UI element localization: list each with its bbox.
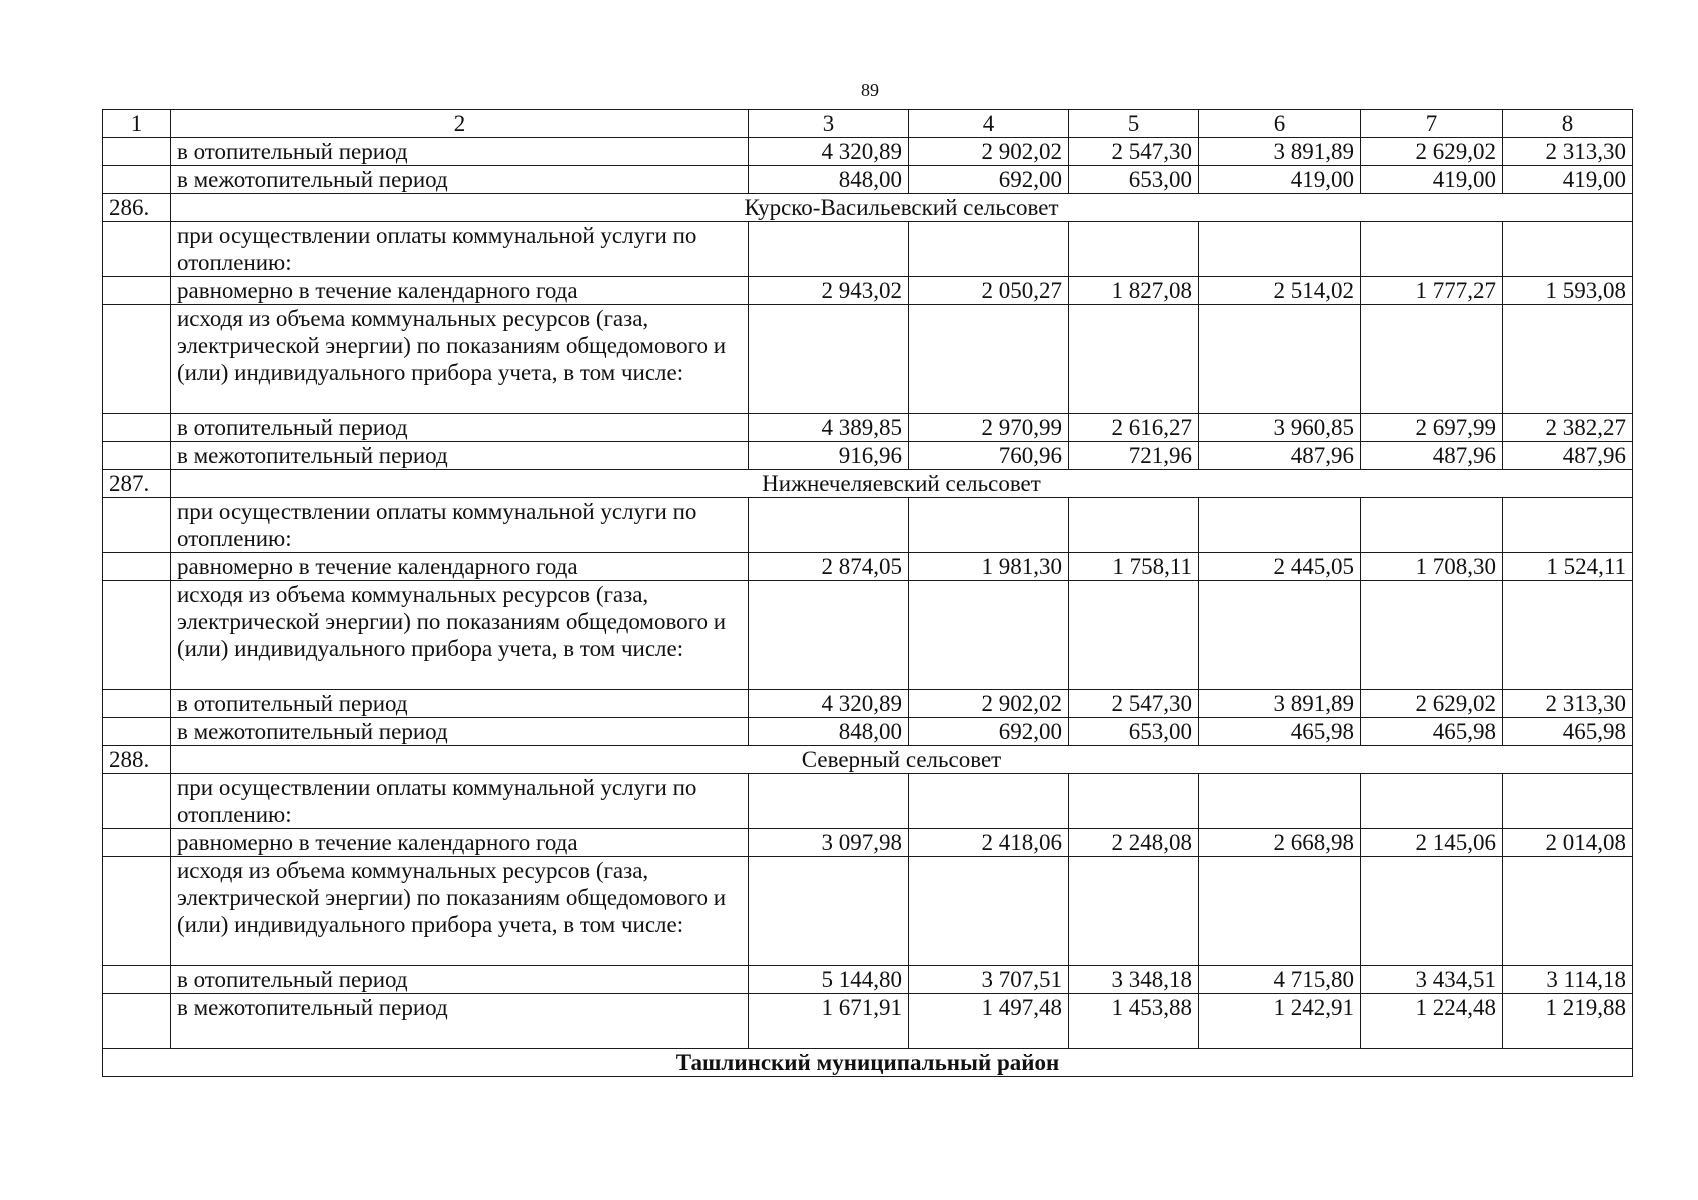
value-cell: 2 902,02: [909, 690, 1069, 718]
value-cell: 2 514,02: [1199, 277, 1361, 305]
header-cell: 4: [909, 110, 1069, 138]
value-cell: 721,96: [1069, 442, 1199, 470]
section-title: Северный сельсовет: [171, 746, 1633, 774]
index-cell: [103, 277, 171, 305]
row-label: при осуществлении оплаты коммунальной услуги по отоплению:: [171, 498, 749, 553]
value-cell: [1503, 857, 1633, 966]
tariff-table: [102, 109, 1633, 1077]
table-row: [103, 857, 1633, 966]
row-label: исходя из объема коммунальных ресурсов (газа, электрической энергии) по показаниям общедомового и (или) индивидуального прибора учета, в том числе:: [171, 305, 749, 414]
value-cell: 4 389,85: [749, 414, 909, 442]
section-number: 287.: [103, 470, 171, 498]
value-cell: 3 891,89: [1199, 138, 1361, 166]
index-cell: [103, 581, 171, 690]
section-number: 286.: [103, 194, 171, 222]
value-cell: [1199, 581, 1361, 690]
value-cell: 1 242,91: [1199, 994, 1361, 1049]
value-cell: [1069, 774, 1199, 829]
value-cell: 4 320,89: [749, 690, 909, 718]
table-row: [103, 414, 1633, 442]
index-cell: [103, 857, 171, 966]
value-cell: 3 434,51: [1361, 966, 1503, 994]
index-cell: [103, 138, 171, 166]
value-cell: 2 547,30: [1069, 138, 1199, 166]
index-cell: [103, 774, 171, 829]
value-cell: [909, 774, 1069, 829]
value-cell: 2 050,27: [909, 277, 1069, 305]
value-cell: 487,96: [1361, 442, 1503, 470]
index-cell: [103, 305, 171, 414]
value-cell: 465,98: [1503, 718, 1633, 746]
value-cell: [1199, 498, 1361, 553]
value-cell: 1 827,08: [1069, 277, 1199, 305]
value-cell: 2 248,08: [1069, 829, 1199, 857]
value-cell: [749, 222, 909, 277]
value-cell: [1199, 222, 1361, 277]
header-cell: 3: [749, 110, 909, 138]
value-cell: [1503, 222, 1633, 277]
value-cell: [1361, 857, 1503, 966]
row-label: исходя из объема коммунальных ресурсов (газа, электрической энергии) по показаниям общедомового и (или) индивидуального прибора учета, в том числе:: [171, 581, 749, 690]
value-cell: [1503, 774, 1633, 829]
value-cell: [1069, 581, 1199, 690]
value-cell: [749, 857, 909, 966]
table-row: [103, 829, 1633, 857]
value-cell: 848,00: [749, 718, 909, 746]
index-cell: [103, 553, 171, 581]
value-cell: [749, 498, 909, 553]
district-row: [103, 1049, 1633, 1077]
header-cell: 8: [1503, 110, 1633, 138]
header-cell: 2: [171, 110, 749, 138]
value-cell: [1503, 305, 1633, 414]
header-cell: 1: [103, 110, 171, 138]
table-row: [103, 581, 1633, 690]
value-cell: 2 697,99: [1361, 414, 1503, 442]
section-title: Нижнечеляевский сельсовет: [171, 470, 1633, 498]
value-cell: 2 418,06: [909, 829, 1069, 857]
value-cell: 3 960,85: [1199, 414, 1361, 442]
table-row: [103, 138, 1633, 166]
value-cell: 2 629,02: [1361, 690, 1503, 718]
value-cell: 1 219,88: [1503, 994, 1633, 1049]
value-cell: 1 708,30: [1361, 553, 1503, 581]
value-cell: 1 497,48: [909, 994, 1069, 1049]
value-cell: [1361, 498, 1503, 553]
value-cell: 3 891,89: [1199, 690, 1361, 718]
value-cell: [1361, 581, 1503, 690]
value-cell: 1 524,11: [1503, 553, 1633, 581]
value-cell: 1 671,91: [749, 994, 909, 1049]
value-cell: 465,98: [1199, 718, 1361, 746]
value-cell: 1 453,88: [1069, 994, 1199, 1049]
index-cell: [103, 994, 171, 1049]
value-cell: 2 445,05: [1199, 553, 1361, 581]
row-label: равномерно в течение календарного года: [171, 553, 749, 581]
index-cell: [103, 414, 171, 442]
value-cell: 419,00: [1361, 166, 1503, 194]
index-cell: [103, 690, 171, 718]
value-cell: 2 970,99: [909, 414, 1069, 442]
row-label: в межотопительный период: [171, 442, 749, 470]
table-row: [103, 305, 1633, 414]
value-cell: 3 707,51: [909, 966, 1069, 994]
index-cell: [103, 442, 171, 470]
index-cell: [103, 222, 171, 277]
value-cell: 848,00: [749, 166, 909, 194]
section-number: 288.: [103, 746, 171, 774]
value-cell: 653,00: [1069, 166, 1199, 194]
value-cell: [1361, 774, 1503, 829]
value-cell: 4 320,89: [749, 138, 909, 166]
page-number: 89: [861, 80, 879, 100]
value-cell: [909, 305, 1069, 414]
value-cell: [1503, 581, 1633, 690]
value-cell: 2 313,30: [1503, 690, 1633, 718]
table-row: [103, 994, 1633, 1049]
table-row: [103, 166, 1633, 194]
value-cell: 419,00: [1199, 166, 1361, 194]
table-row: [103, 553, 1633, 581]
row-label: в отопительный период: [171, 690, 749, 718]
row-label: в межотопительный период: [171, 718, 749, 746]
row-label: в межотопительный период: [171, 166, 749, 194]
index-cell: [103, 718, 171, 746]
value-cell: 2 943,02: [749, 277, 909, 305]
value-cell: 1 224,48: [1361, 994, 1503, 1049]
value-cell: [749, 581, 909, 690]
row-label: исходя из объема коммунальных ресурсов (газа, электрической энергии) по показаниям общедомового и (или) индивидуального прибора учета, в том числе:: [171, 857, 749, 966]
value-cell: 1 593,08: [1503, 277, 1633, 305]
value-cell: [1069, 498, 1199, 553]
value-cell: [1069, 222, 1199, 277]
index-cell: [103, 829, 171, 857]
section-header-row: [103, 470, 1633, 498]
value-cell: 3 348,18: [1069, 966, 1199, 994]
row-label: при осуществлении оплаты коммунальной услуги по отоплению:: [171, 222, 749, 277]
value-cell: [749, 774, 909, 829]
table-row: [103, 690, 1633, 718]
row-label: равномерно в течение календарного года: [171, 829, 749, 857]
value-cell: 2 014,08: [1503, 829, 1633, 857]
value-cell: [1069, 305, 1199, 414]
value-cell: 2 382,27: [1503, 414, 1633, 442]
index-cell: [103, 166, 171, 194]
value-cell: 692,00: [909, 718, 1069, 746]
value-cell: 1 777,27: [1361, 277, 1503, 305]
value-cell: 5 144,80: [749, 966, 909, 994]
value-cell: [1199, 857, 1361, 966]
header-cell: 7: [1361, 110, 1503, 138]
table-row: [103, 222, 1633, 277]
value-cell: 487,96: [1199, 442, 1361, 470]
value-cell: 2 547,30: [1069, 690, 1199, 718]
row-label: при осуществлении оплаты коммунальной услуги по отоплению:: [171, 774, 749, 829]
header-cell: 6: [1199, 110, 1361, 138]
row-label: в отопительный период: [171, 966, 749, 994]
index-cell: [103, 966, 171, 994]
value-cell: [909, 581, 1069, 690]
value-cell: 1 758,11: [1069, 553, 1199, 581]
value-cell: 916,96: [749, 442, 909, 470]
table-row: [103, 277, 1633, 305]
value-cell: 2 902,02: [909, 138, 1069, 166]
section-header-row: [103, 194, 1633, 222]
value-cell: [1199, 774, 1361, 829]
value-cell: 2 874,05: [749, 553, 909, 581]
value-cell: [909, 498, 1069, 553]
table-row: [103, 498, 1633, 553]
value-cell: 2 313,30: [1503, 138, 1633, 166]
table-row: [103, 442, 1633, 470]
row-label: равномерно в течение календарного года: [171, 277, 749, 305]
header-cell: 5: [1069, 110, 1199, 138]
value-cell: 465,98: [1361, 718, 1503, 746]
value-cell: [749, 305, 909, 414]
value-cell: [909, 222, 1069, 277]
value-cell: 760,96: [909, 442, 1069, 470]
table-row: [103, 718, 1633, 746]
value-cell: [1069, 857, 1199, 966]
value-cell: 3 097,98: [749, 829, 909, 857]
value-cell: 692,00: [909, 166, 1069, 194]
section-title: Курско-Васильевский сельсовет: [171, 194, 1633, 222]
value-cell: 4 715,80: [1199, 966, 1361, 994]
value-cell: 3 114,18: [1503, 966, 1633, 994]
row-label: в отопительный период: [171, 414, 749, 442]
value-cell: 2 668,98: [1199, 829, 1361, 857]
section-header-row: [103, 746, 1633, 774]
value-cell: 487,96: [1503, 442, 1633, 470]
value-cell: 2 616,27: [1069, 414, 1199, 442]
header-row: [103, 110, 1633, 138]
value-cell: 2 145,06: [1361, 829, 1503, 857]
district-title: Ташлинский муниципальный район: [103, 1049, 1633, 1077]
value-cell: [909, 857, 1069, 966]
value-cell: 1 981,30: [909, 553, 1069, 581]
row-label: в отопительный период: [171, 138, 749, 166]
value-cell: 653,00: [1069, 718, 1199, 746]
value-cell: 419,00: [1503, 166, 1633, 194]
row-label: в межотопительный период: [171, 994, 749, 1049]
table-row: [103, 774, 1633, 829]
value-cell: [1361, 222, 1503, 277]
value-cell: [1199, 305, 1361, 414]
value-cell: 2 629,02: [1361, 138, 1503, 166]
value-cell: [1503, 498, 1633, 553]
index-cell: [103, 498, 171, 553]
table-row: [103, 966, 1633, 994]
value-cell: [1361, 305, 1503, 414]
